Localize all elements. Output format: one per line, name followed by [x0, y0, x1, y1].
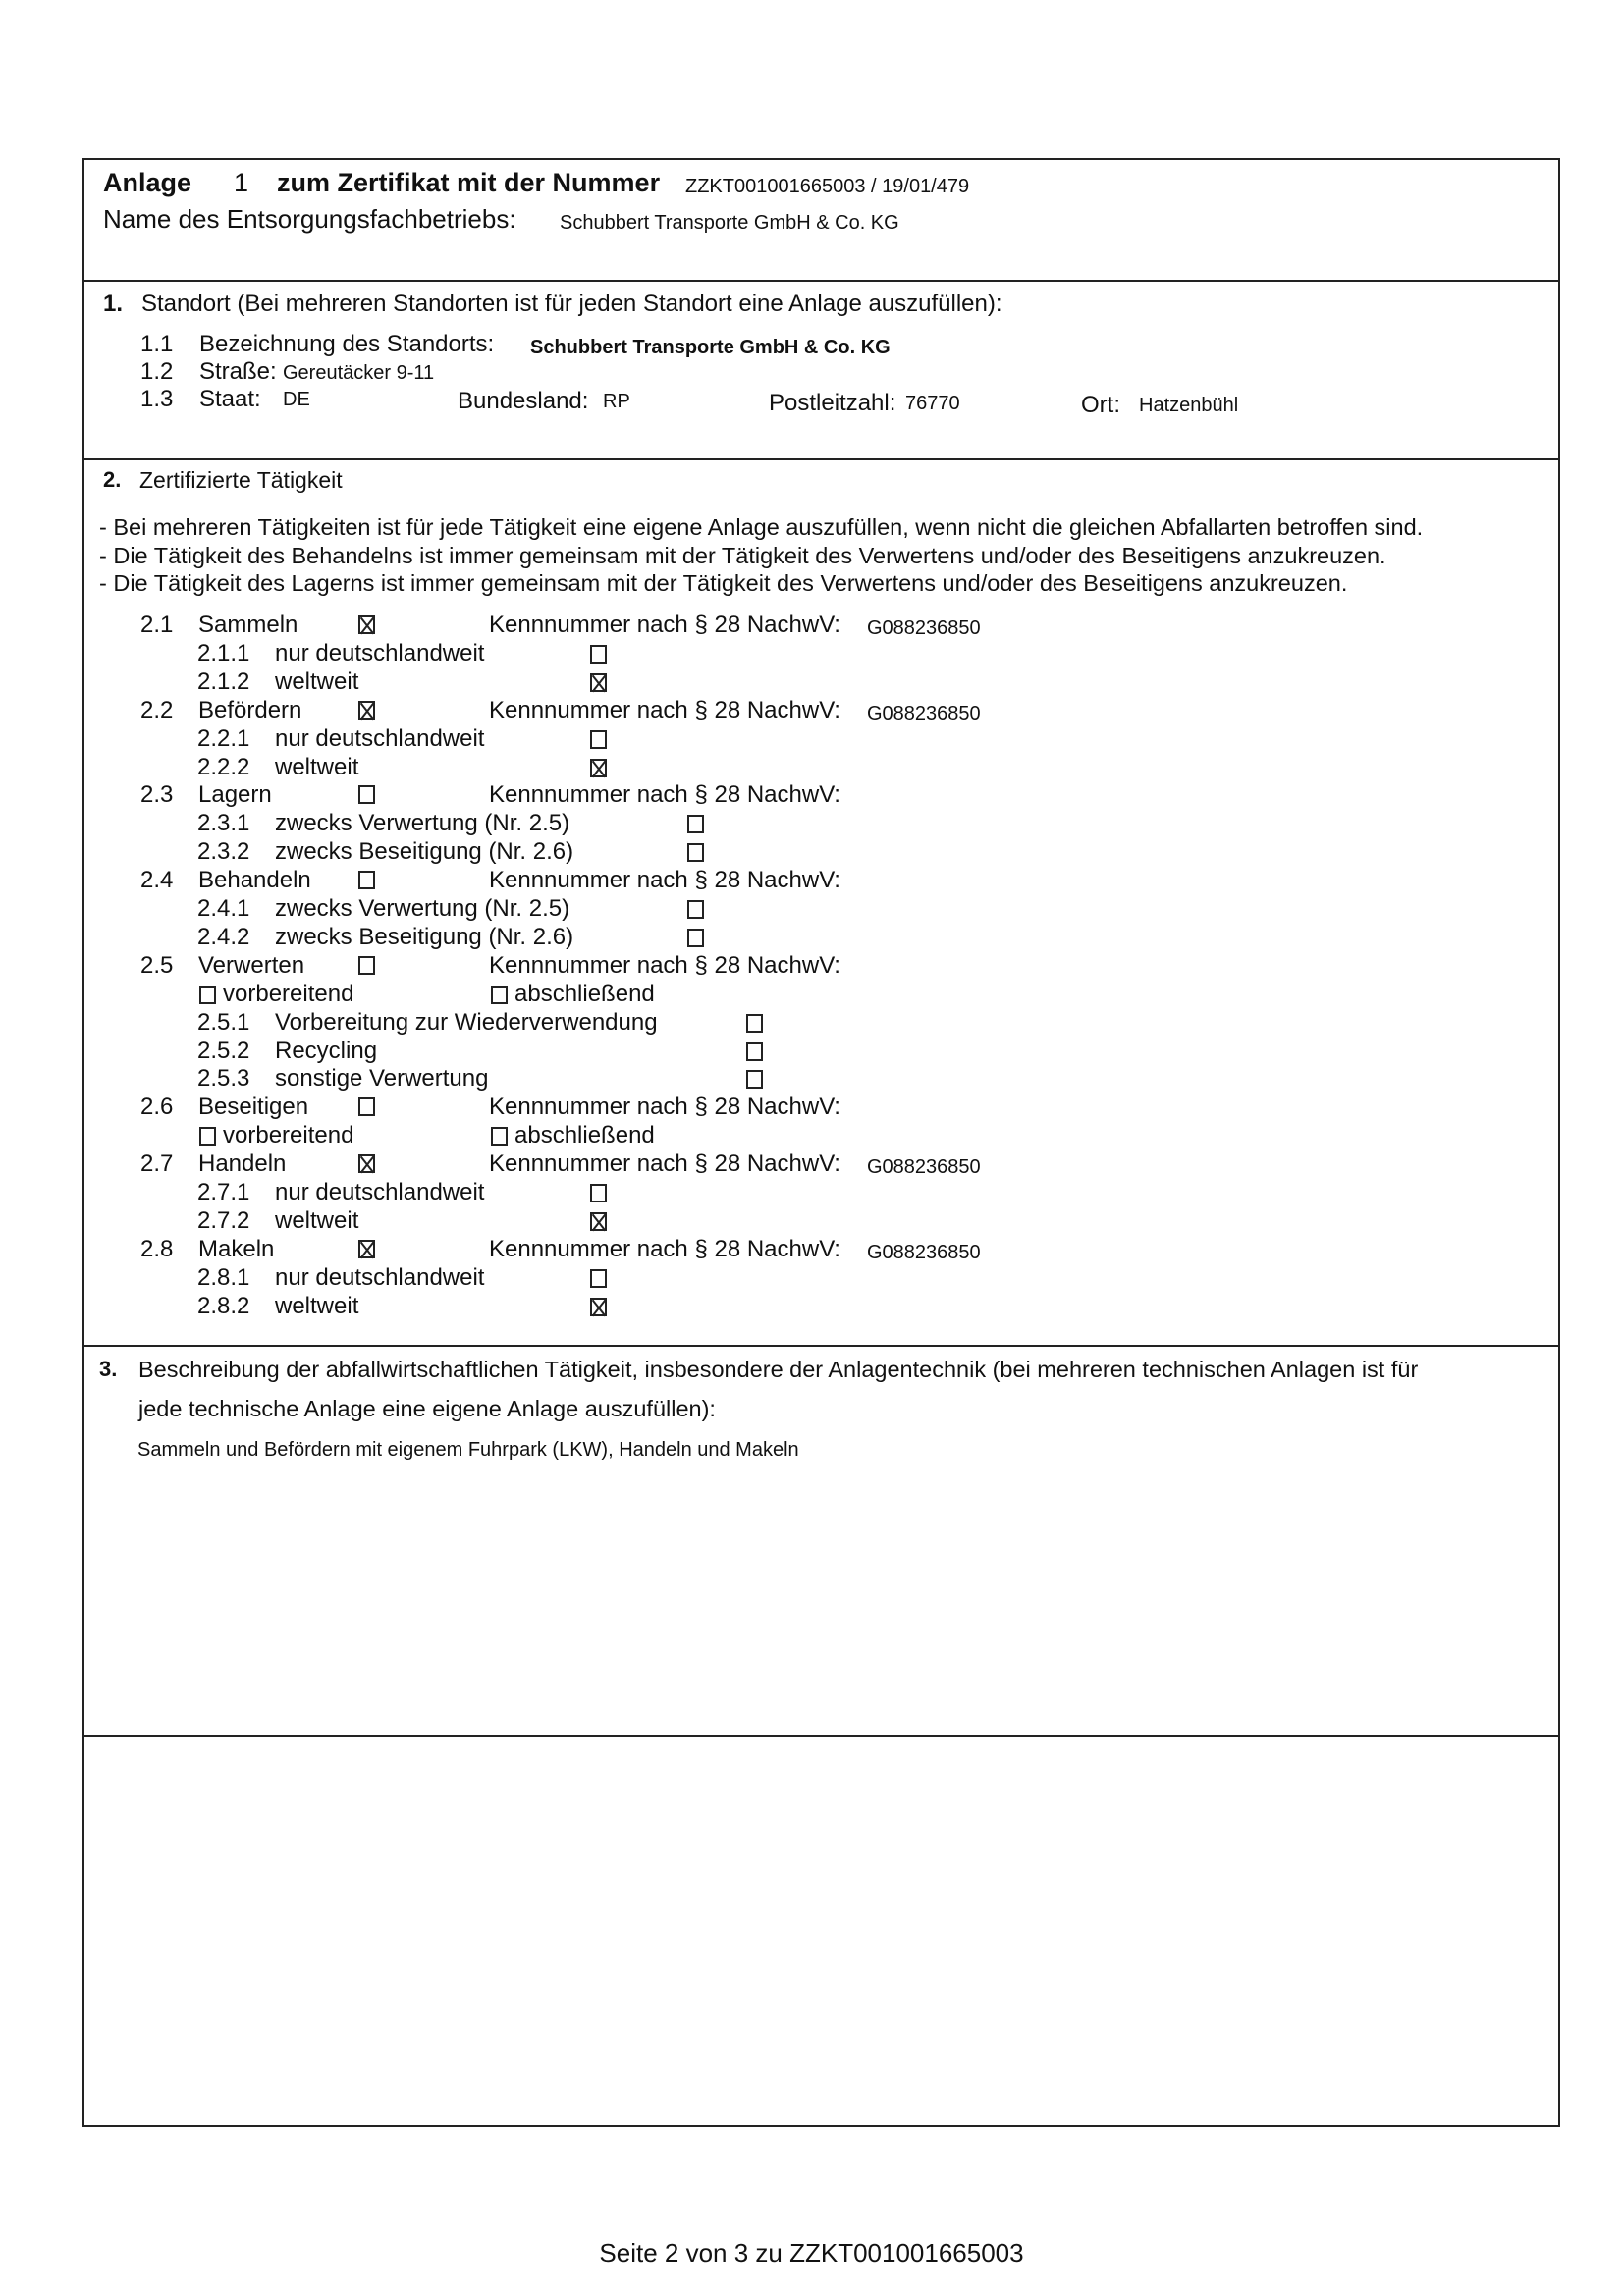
- ort-label: Ort:: [1081, 392, 1120, 418]
- sub-activity-number: 2.4.2: [197, 923, 250, 950]
- staat-value: DE: [283, 389, 310, 410]
- sub-activity-label: nur deutschlandweit: [275, 1179, 485, 1205]
- kennnummer-value: G088236850: [867, 1156, 981, 1179]
- activity-checkbox[interactable]: [358, 956, 375, 975]
- ort-value: Hatzenbühl: [1139, 395, 1239, 416]
- kennnummer-label: Kennnummer nach § 28 NachwV:: [489, 1235, 840, 1262]
- section-number: 1.: [103, 291, 124, 317]
- kennnummer-label: Kennnummer nach § 28 NachwV:: [489, 951, 840, 979]
- divider: [82, 458, 1560, 460]
- sub-activity-checkbox[interactable]: [590, 1269, 607, 1288]
- sub-activity-number: 2.3.2: [197, 838, 250, 866]
- activity-number: 2.4: [140, 867, 174, 894]
- standort-label: Bezeichnung des Standorts:: [199, 331, 495, 357]
- activity-checkbox[interactable]: [358, 785, 375, 804]
- kennnummer-value: G088236850: [867, 617, 981, 639]
- sub-activity-checkbox[interactable]: [590, 730, 607, 749]
- sub-activity-label: nur deutschlandweit: [275, 639, 485, 667]
- page-footer: Seite 2 von 3 zu ZZKT001001665003: [599, 2238, 1024, 2268]
- sub-activity-number: 2.3.1: [197, 810, 250, 837]
- sub-activity-number: 2.1.1: [197, 639, 250, 667]
- kennnummer-label: Kennnummer nach § 28 NachwV:: [489, 1150, 840, 1178]
- sub-activity-checkbox[interactable]: [746, 1070, 763, 1089]
- bundesland-value: RP: [603, 391, 630, 412]
- sub-activity-label: zwecks Verwertung (Nr. 2.5): [275, 810, 570, 837]
- activity-number: 2.7: [140, 1150, 174, 1178]
- section-title: jede technische Anlage eine eigene Anlage auszufüllen):: [138, 1396, 716, 1421]
- sub-activity-number: 2.7.1: [197, 1179, 250, 1205]
- activity-number: 2.5: [140, 951, 174, 979]
- sub-activity-checkbox[interactable]: [590, 645, 607, 664]
- sub-activity-number: 2.4.1: [197, 895, 250, 922]
- option-label: vorbereitend: [223, 1122, 354, 1149]
- strasse-value: Gereutäcker 9-11: [283, 362, 435, 384]
- sub-activity-label: weltweit: [275, 753, 359, 780]
- option-label: abschließend: [514, 1122, 655, 1149]
- activity-label: Handeln: [198, 1150, 287, 1178]
- sub-activity-checkbox[interactable]: [687, 929, 704, 947]
- activity-label: Lagern: [198, 781, 272, 809]
- activity-number: 2.1: [140, 612, 174, 638]
- sub-activity-label: weltweit: [275, 1292, 359, 1319]
- sub-activity-number: 2.8.2: [197, 1292, 250, 1319]
- activity-label: Behandeln: [198, 867, 311, 894]
- plz-value: 76770: [905, 393, 960, 414]
- item-number: 1.1: [140, 331, 174, 357]
- sub-activity-label: Recycling: [275, 1037, 378, 1064]
- section-title: Zertifizierte Tätigkeit: [139, 467, 343, 493]
- sub-activity-number: 2.5.3: [197, 1065, 250, 1093]
- sub-activity-checkbox[interactable]: [590, 1298, 607, 1316]
- standort-value: Schubbert Transporte GmbH & Co. KG: [530, 337, 891, 358]
- activity-label: Sammeln: [198, 612, 298, 638]
- option-checkbox[interactable]: [199, 1127, 216, 1146]
- sub-activity-label: weltweit: [275, 667, 359, 695]
- activity-label: Makeln: [198, 1235, 275, 1262]
- activity-number: 2.2: [140, 696, 174, 723]
- section-number: 2.: [103, 467, 122, 492]
- sub-activity-checkbox[interactable]: [746, 1014, 763, 1033]
- betrieb-value: Schubbert Transporte GmbH & Co. KG: [560, 212, 899, 234]
- activity-number: 2.8: [140, 1235, 174, 1262]
- sub-activity-checkbox[interactable]: [687, 843, 704, 862]
- section-title: Standort (Bei mehreren Standorten ist für jeden Standort eine Anlage auszufüllen):: [141, 291, 1002, 317]
- kennnummer-label: Kennnummer nach § 28 NachwV:: [489, 612, 840, 638]
- sub-activity-label: zwecks Beseitigung (Nr. 2.6): [275, 923, 574, 950]
- note: - Die Tätigkeit des Lagerns ist immer gemeinsam mit der Tätigkeit des Verwertens und/oder des Beseitigens anzukreuzen.: [99, 570, 1348, 596]
- divider: [82, 280, 1560, 282]
- staat-label: Staat:: [199, 386, 261, 412]
- sub-activity-label: sonstige Verwertung: [275, 1065, 489, 1093]
- activity-label: Verwerten: [198, 951, 305, 979]
- kennnummer-label: Kennnummer nach § 28 NachwV:: [489, 696, 840, 723]
- kennnummer-value: G088236850: [867, 702, 981, 724]
- sub-activity-checkbox[interactable]: [590, 1212, 607, 1231]
- activity-label: Befördern: [198, 696, 302, 723]
- activity-number: 2.6: [140, 1094, 174, 1121]
- divider: [82, 1345, 1560, 1347]
- activity-checkbox[interactable]: [358, 1097, 375, 1116]
- sub-activity-label: zwecks Verwertung (Nr. 2.5): [275, 895, 570, 922]
- sub-activity-label: weltweit: [275, 1206, 359, 1234]
- option-label: abschließend: [514, 980, 655, 1007]
- kennnummer-label: Kennnummer nach § 28 NachwV:: [489, 867, 840, 894]
- sub-activity-number: 2.5.2: [197, 1037, 250, 1064]
- activity-checkbox[interactable]: [358, 615, 375, 634]
- sub-activity-number: 2.5.1: [197, 1008, 250, 1036]
- sub-activity-checkbox[interactable]: [746, 1042, 763, 1061]
- sub-activity-label: nur deutschlandweit: [275, 1263, 485, 1291]
- sub-activity-label: zwecks Beseitigung (Nr. 2.6): [275, 838, 574, 866]
- activity-checkbox[interactable]: [358, 1240, 375, 1258]
- bundesland-label: Bundesland:: [458, 388, 589, 414]
- sub-activity-number: 2.8.1: [197, 1263, 250, 1291]
- strasse-label: Straße:: [199, 358, 277, 385]
- anlage-number: 1: [234, 168, 249, 197]
- plz-label: Postleitzahl:: [769, 390, 896, 416]
- kennnummer-value: G088236850: [867, 1241, 981, 1263]
- sub-activity-checkbox[interactable]: [590, 1184, 607, 1202]
- option-checkbox[interactable]: [491, 1127, 508, 1146]
- sub-activity-label: nur deutschlandweit: [275, 724, 485, 752]
- divider: [82, 1735, 1560, 1737]
- option-checkbox[interactable]: [199, 986, 216, 1004]
- sub-activity-checkbox[interactable]: [687, 815, 704, 833]
- item-number: 1.2: [140, 358, 174, 385]
- zertifikat-label: zum Zertifikat mit der Nummer: [277, 168, 661, 197]
- option-checkbox[interactable]: [491, 986, 508, 1004]
- sub-activity-number: 2.1.2: [197, 667, 250, 695]
- betrieb-label: Name des Entsorgungsfachbetriebs:: [103, 204, 516, 234]
- activity-checkbox[interactable]: [358, 871, 375, 889]
- option-label: vorbereitend: [223, 980, 354, 1007]
- zertifikat-number: ZZKT001001665003 / 19/01/479: [685, 176, 970, 197]
- kennnummer-label: Kennnummer nach § 28 NachwV:: [489, 781, 840, 809]
- section-title: Beschreibung der abfallwirtschaftlichen Tätigkeit, insbesondere der Anlagentechnik (bei mehreren technischen Anlagen ist für: [138, 1357, 1419, 1382]
- beschreibung-value: Sammeln und Befördern mit eigenem Fuhrpark (LKW), Handeln und Makeln: [137, 1439, 799, 1461]
- activity-number: 2.3: [140, 781, 174, 809]
- note: - Die Tätigkeit des Behandelns ist immer gemeinsam mit der Tätigkeit des Verwertens und/oder des Beseitigens anzukreuzen.: [99, 543, 1386, 568]
- sub-activity-checkbox[interactable]: [590, 673, 607, 692]
- sub-activity-label: Vorbereitung zur Wiederverwendung: [275, 1008, 658, 1036]
- sub-activity-checkbox[interactable]: [687, 900, 704, 919]
- activity-label: Beseitigen: [198, 1094, 309, 1121]
- kennnummer-label: Kennnummer nach § 28 NachwV:: [489, 1094, 840, 1121]
- sub-activity-number: 2.2.2: [197, 753, 250, 780]
- sub-activity-checkbox[interactable]: [590, 759, 607, 777]
- activity-checkbox[interactable]: [358, 1154, 375, 1173]
- anlage-label: Anlage: [103, 168, 192, 197]
- item-number: 1.3: [140, 386, 174, 412]
- section-number: 3.: [99, 1357, 118, 1381]
- note: - Bei mehreren Tätigkeiten ist für jede Tätigkeit eine eigene Anlage auszufüllen, wenn nicht die gleichen Abfallarten betroffen sind.: [99, 514, 1424, 540]
- sub-activity-number: 2.7.2: [197, 1206, 250, 1234]
- activity-checkbox[interactable]: [358, 701, 375, 720]
- sub-activity-number: 2.2.1: [197, 724, 250, 752]
